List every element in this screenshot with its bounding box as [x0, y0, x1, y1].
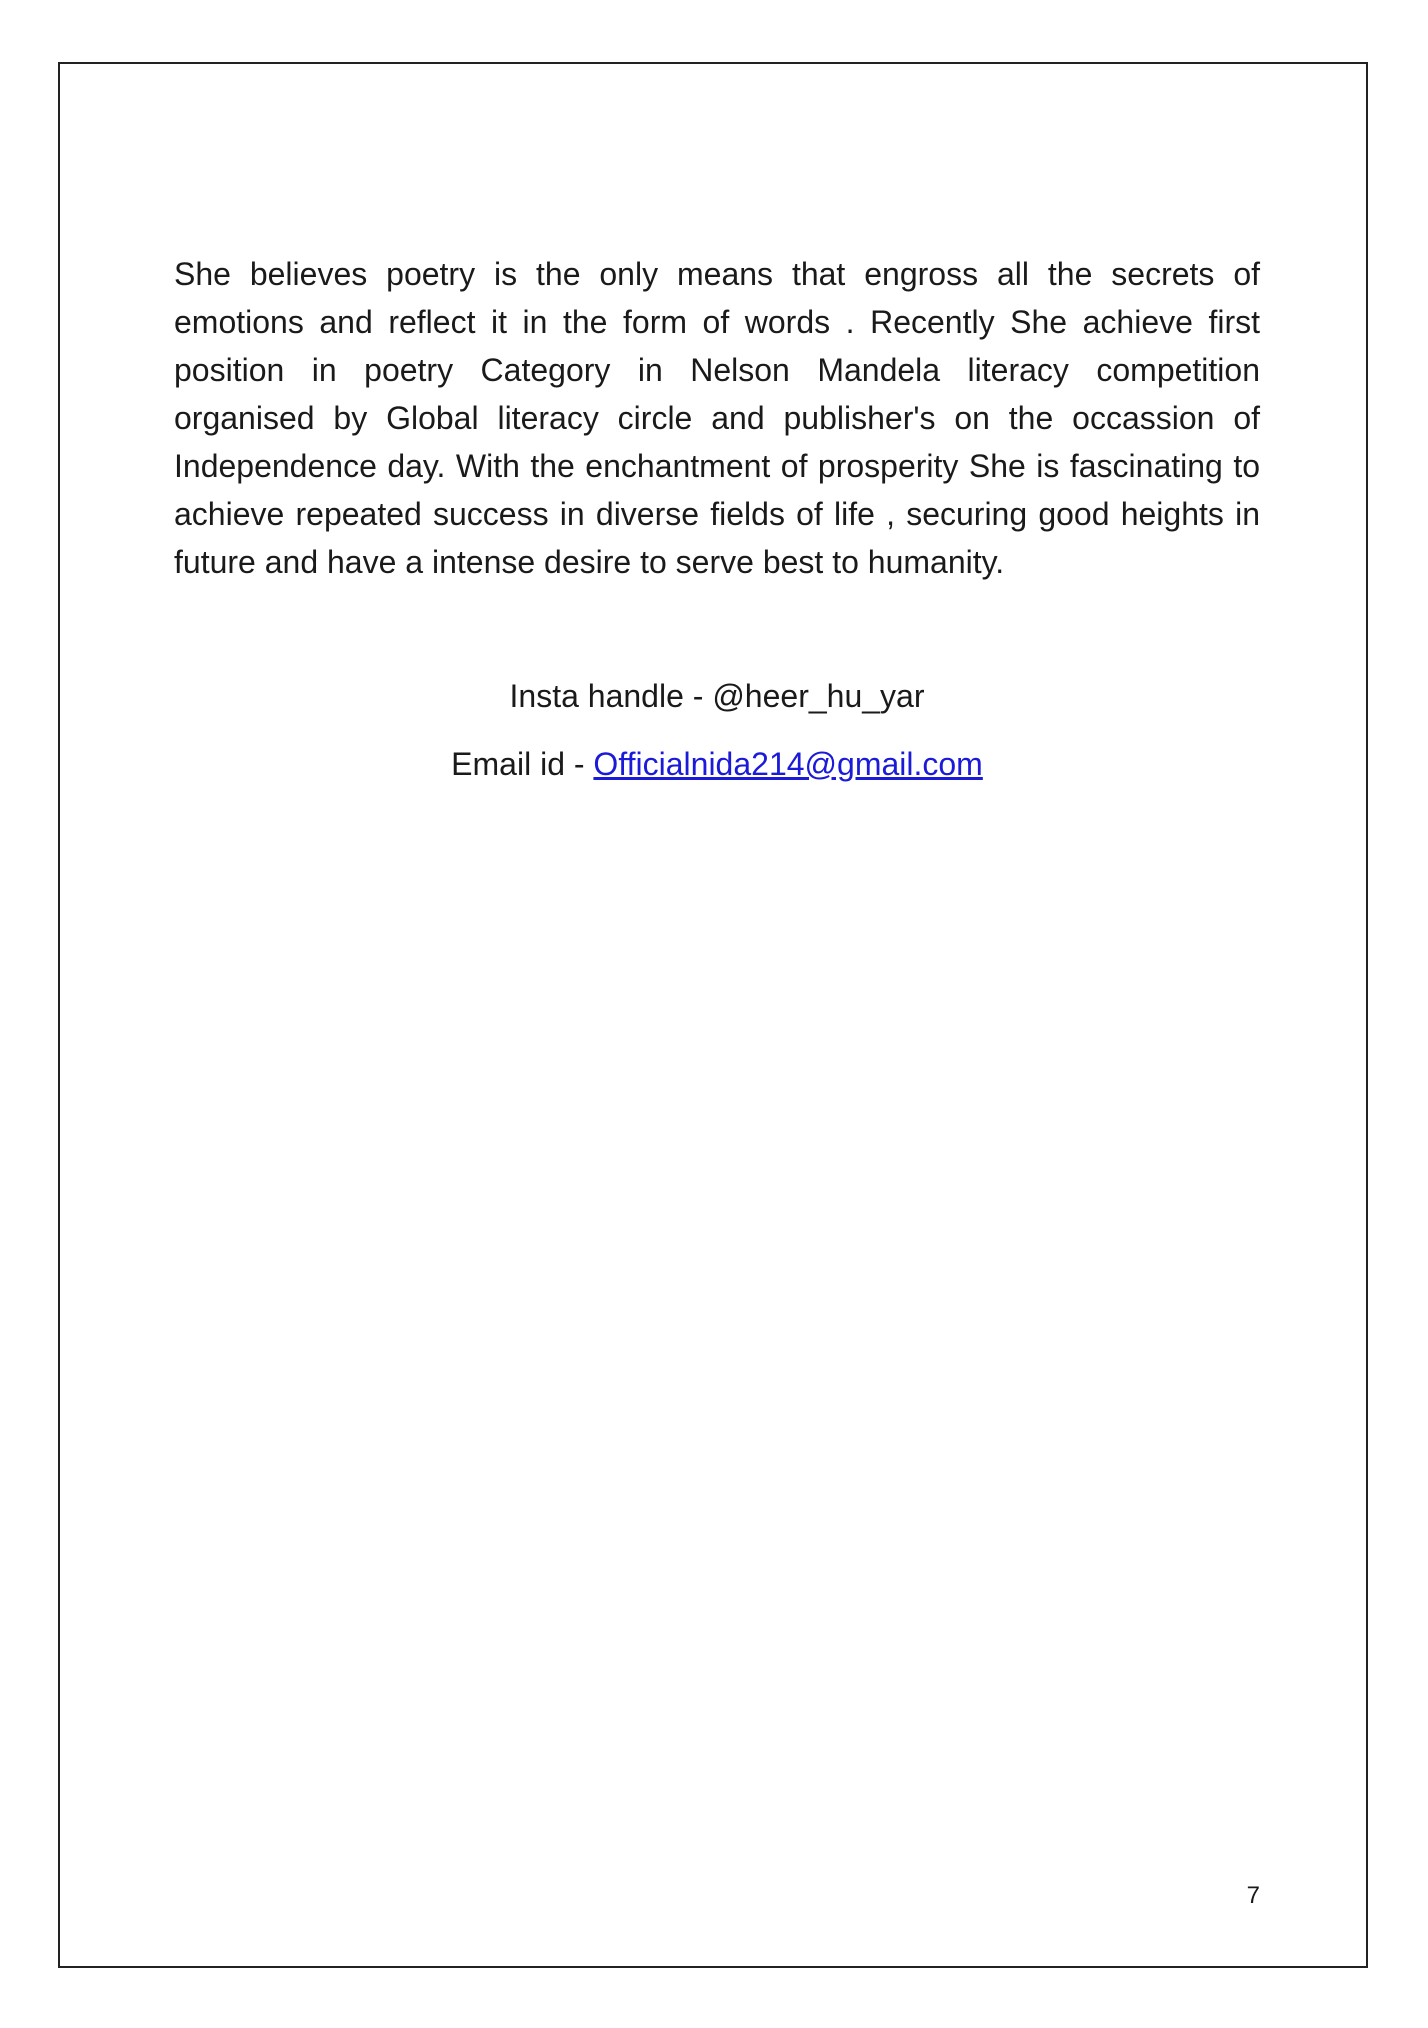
email-link[interactable]: Officialnida214@gmail.com: [593, 746, 983, 782]
email-label: Email id -: [451, 746, 594, 782]
bio-paragraph: She believes poetry is the only means that engross all the secrets of emotions and reflect it in the form of words . Recently She achieve first position in poetry Category in Nelson Mandela literacy competition organised by Global literacy circle and publisher's on the occassion of Independence day. With the enchantment of prosperity She is fascinating to achieve repeated success in diverse fields of life , securing good heights in future and have a intense desire to serve best to humanity.: [174, 256, 1260, 580]
insta-handle-line: [174, 672, 1260, 720]
page-number: 7: [1246, 1882, 1260, 1909]
insta-handle-label: Insta handle -: [509, 678, 713, 714]
insta-handle-value: @heer_hu_yar: [712, 678, 925, 714]
email-line: [174, 740, 1260, 788]
